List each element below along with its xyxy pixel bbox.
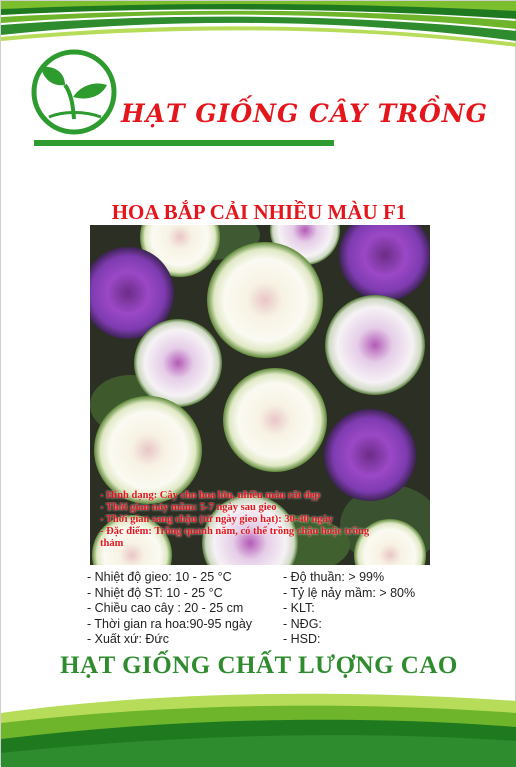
note-germination: - Thời gian nảy mầm: 5-7 ngày sau gieo bbox=[100, 502, 277, 513]
spec-plant-height: - Chiều cao cây : 20 - 25 cm bbox=[87, 601, 244, 615]
product-title: HOA BẮP CẢI NHIỀU MÀU F1 bbox=[111, 200, 407, 224]
sprout-logo-icon bbox=[29, 47, 119, 137]
brand-underline bbox=[34, 140, 334, 146]
product-notes bbox=[100, 490, 420, 550]
spec-origin: - Xuất xứ: Đức bbox=[87, 632, 170, 646]
spec-germination-rate: - Tỷ lệ nảy mầm: > 80% bbox=[283, 585, 416, 600]
footer-slogan: HẠT GIỐNG CHẤT LƯỢNG CAO bbox=[60, 652, 458, 679]
spec-sowing-temp: - Nhiệt độ gieo: 10 - 25 °C bbox=[87, 570, 232, 584]
spec-net-weight: - KLT: bbox=[283, 601, 315, 615]
spec-expiry: - HSD: bbox=[283, 632, 321, 646]
note-transplant: - Thời gian sang chậu (từ ngày gieo hạt): 30-40 ngày bbox=[100, 514, 334, 525]
note-features: - Đặc điểm: Trồng quanh năm, có thể trồng chậu hoặc trồng bbox=[100, 526, 370, 537]
spec-purity: - Độ thuần: > 99% bbox=[283, 570, 385, 584]
brand-title: HẠT GIỐNG CÂY TRỒNG bbox=[121, 99, 489, 128]
spec-packing-date: - NĐG: bbox=[283, 616, 322, 631]
spec-row bbox=[87, 632, 447, 648]
spec-row bbox=[87, 570, 447, 586]
top-swoosh-decoration bbox=[1, 1, 516, 51]
spec-growth-temp: - Nhiệt độ ST: 10 - 25 °C bbox=[87, 585, 223, 600]
note-features-cont: thảm bbox=[100, 538, 124, 549]
spec-flowering-time: - Thời gian ra hoa:90-95 ngày bbox=[87, 616, 253, 631]
spec-row bbox=[87, 601, 447, 617]
spec-table bbox=[87, 570, 447, 648]
spec-row bbox=[87, 586, 447, 602]
spec-row bbox=[87, 617, 447, 633]
note-shape: - Hình dạng: Cây cho hoa lớn, nhiều màu rất đẹp bbox=[100, 490, 321, 501]
